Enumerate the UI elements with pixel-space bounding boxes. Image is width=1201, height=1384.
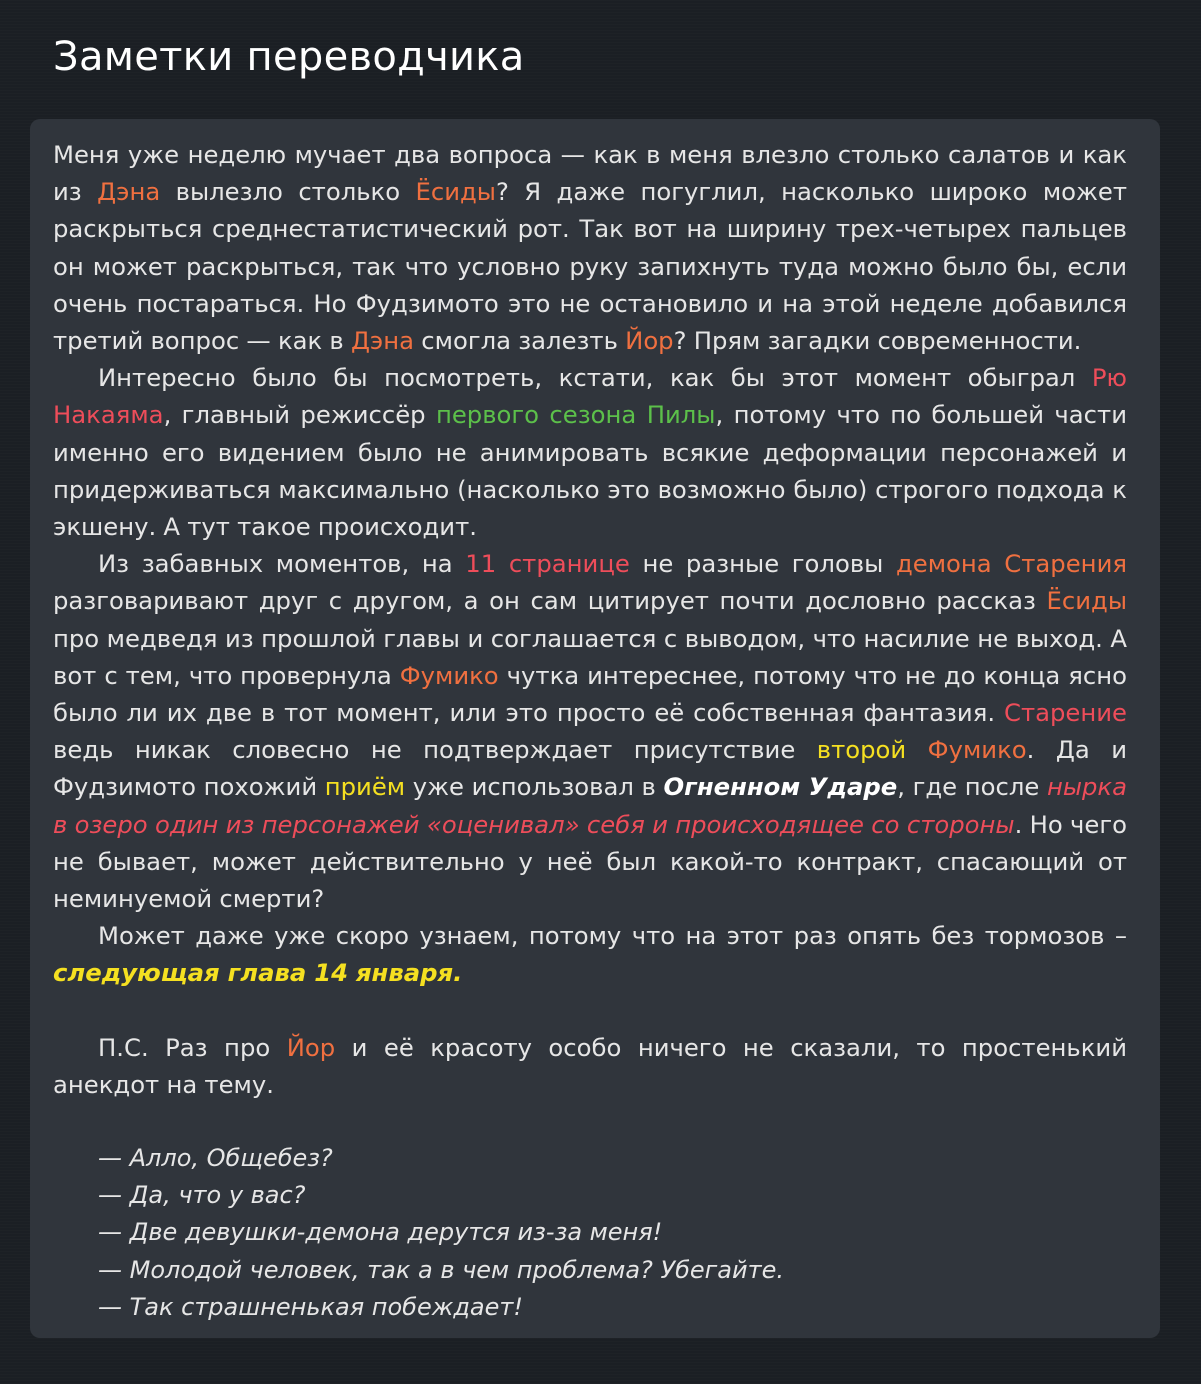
joke-block	[53, 1140, 1127, 1326]
paragraph-2	[53, 359, 1127, 545]
text: Может даже уже скоро узнаем, потому что на этот раз опять без тормозов –	[98, 921, 1127, 951]
text: про медведя из прошлой главы и соглашается с выводом, что насилие не выход. А вот с тем, что провернула	[53, 623, 1127, 690]
first-season-highlight: первого сезона	[435, 400, 637, 430]
text: ведь никак словесно не подтверждает присутствие	[53, 735, 817, 765]
joke-line: — Алло, Общебез?	[98, 1144, 333, 1173]
trick-highlight: приём	[324, 772, 406, 802]
text: Из забавных моментов, на	[98, 549, 466, 579]
joke-line: — Две девушки-демона дерутся из-за меня!	[98, 1218, 663, 1247]
page-reference: 11 странице	[465, 549, 630, 579]
text: разговаривают друг с другом, а он сам цитирует почти дословно рассказ	[53, 586, 1047, 616]
text: смогла залезть	[414, 326, 626, 356]
text: и её красоту особо ничего не сказали, то простенький анекдот на тему.	[53, 1032, 1127, 1099]
text: , где после	[897, 772, 1047, 802]
paragraph-1	[53, 136, 1127, 359]
name-ryu-nakayama: Рю Накаяма	[53, 363, 1127, 430]
joke-line: — Так страшненькая побеждает!	[98, 1292, 523, 1321]
text: уже использовал в	[405, 772, 664, 802]
joke-line: — Да, что у вас?	[98, 1181, 306, 1210]
name-aging: Старение	[1003, 698, 1127, 728]
text: Меня уже неделю мучает два вопроса — как в меня влезло столько салатов и как из	[53, 140, 1127, 207]
text: . Но чего не бывает, может действительно у неё был какой-то контракт, спасающий от неминуемой смерти?	[53, 809, 1127, 914]
name-yor: Йор	[625, 326, 674, 356]
name-yoshida: Ёсиды	[1046, 586, 1127, 616]
text: . Да и Фудзимото похожий	[53, 735, 1127, 802]
text: чутка интереснее, потому что не до конца ясно было ли их две в тот момент, или это просто её собственная фантазия.	[53, 660, 1127, 728]
page-title: Заметки переводчика	[53, 34, 525, 80]
paragraph-4	[53, 917, 1127, 991]
name-fumiko: Фумико	[927, 735, 1027, 765]
name-yoshida: Ёсиды	[415, 177, 496, 207]
text: П.С. Раз про	[98, 1032, 287, 1062]
translator-notes-panel	[30, 119, 1160, 1338]
text	[636, 400, 646, 429]
name-aging-demon: демона Старения	[895, 549, 1127, 579]
name-yor: Йор	[286, 1032, 336, 1062]
text	[906, 735, 927, 764]
name-fumiko: Фумико	[399, 660, 499, 690]
fire-punch-reference: нырка в озеро один из персонажей «оценивал» себя и происходящее со стороны	[53, 772, 1127, 839]
text: вылезло столько	[160, 177, 416, 207]
text: Интересно было бы посмотреть, кстати, как бы этот момент обыграл	[98, 363, 1092, 393]
paragraph-3	[53, 545, 1127, 917]
next-chapter-date: следующая глава 14 января.	[53, 958, 463, 988]
spacer	[53, 992, 1127, 1029]
joke-line: — Молодой человек, так а в чем проблема? Убегайте.	[98, 1255, 784, 1284]
text: , потому что по большей части именно его видением было не анимировать всякие деформации персонажей и придерживаться максимально (насколько это возможно было) строгого подхода к экшену. А тут такое происходит.	[53, 400, 1127, 542]
second-highlight: второй	[816, 735, 907, 765]
chainsaw-man-highlight: Пилы	[646, 400, 716, 430]
title-fire-punch: Огненном Ударе	[663, 772, 898, 802]
paragraph-ps	[53, 1029, 1127, 1103]
text: ? Я даже погуглил, насколько широко может раскрыться среднестатистический рот. Так вот на ширину трех-четырех пальцев он может раскрыться, так что условно руку запихнуть туда можно было бы, если очень постараться. Но Фудзимото это не остановило и на этой неделе добавился третий вопрос — как в	[53, 177, 1128, 356]
name-denji: Дэна	[350, 326, 415, 356]
text: не разные головы	[629, 549, 896, 579]
text: ? Прям загадки современности.	[673, 326, 1082, 356]
text: , главный режиссёр	[163, 400, 436, 430]
name-denji: Дэна	[97, 177, 161, 207]
